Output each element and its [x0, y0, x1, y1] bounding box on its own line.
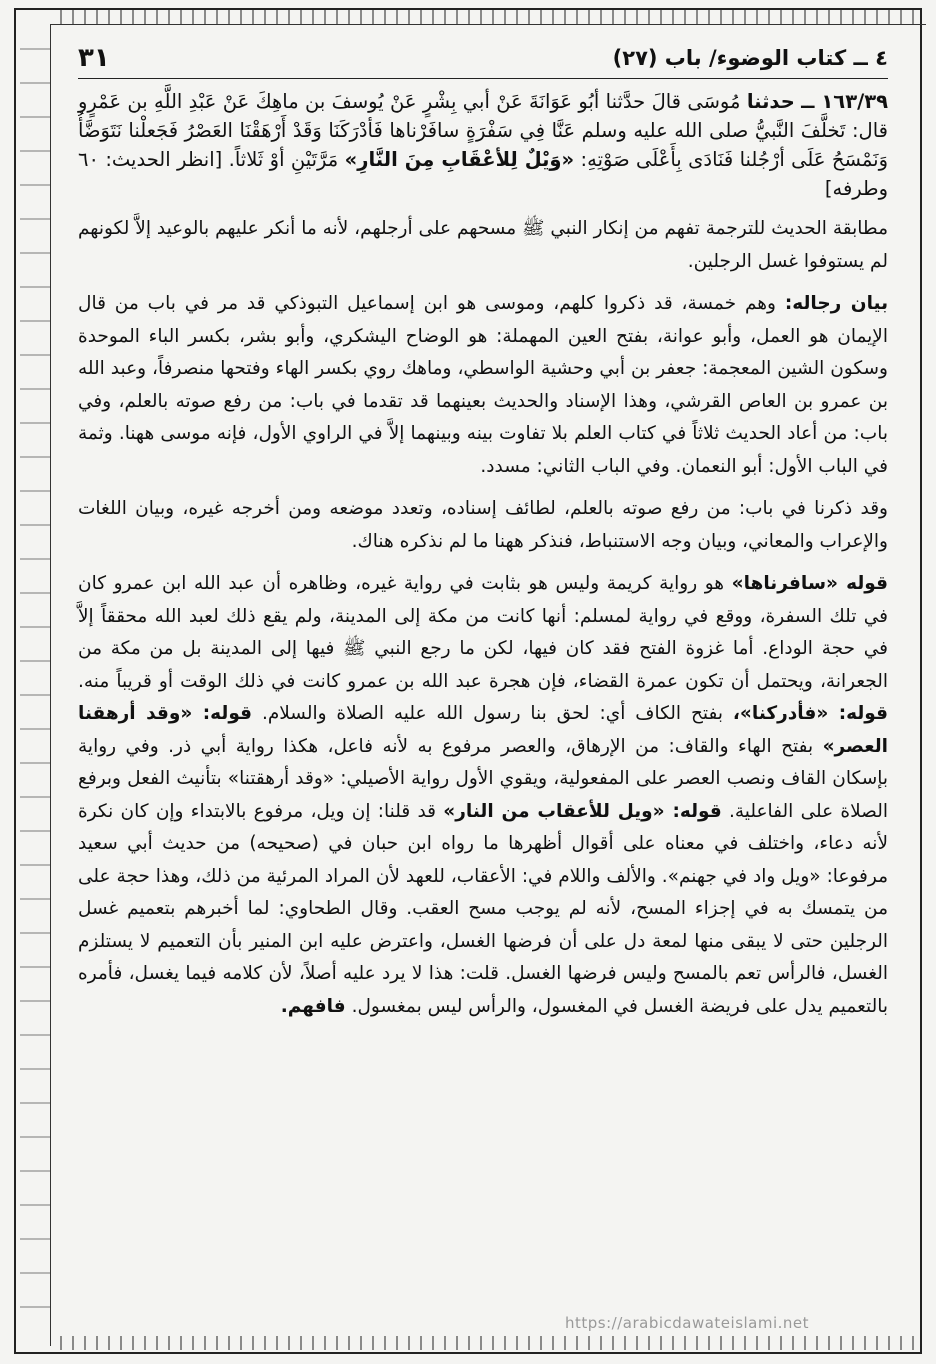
hadith-number: ١٦٣/٣٩ ــ	[801, 90, 889, 113]
page-number: ٣١	[78, 43, 110, 73]
paragraph-4-end: فافهم.	[280, 995, 346, 1017]
paragraph-4-lead-4: قوله: «ويل للأعقاب من النار»	[443, 800, 722, 822]
commentary-paragraph-2	[78, 288, 888, 483]
paragraph-4-part-c: بفتح الهاء والقاف: من الإرهاق، والعصر مرفوع به لأنه فاعل، هكذا رواية أبي ذر. وفي رواية بإسكان القاف ونصب العصر على المفعولية، ويقوي الأول رواية الأصيلي: «وقد أرهقتنا» بتأنيث الفعل وبرفع الصلاة على الفاعلية.	[78, 735, 888, 822]
commentary-paragraph-3: وقد ذكرنا في باب: من رفع صوته بالعلم، لطائف إسناده، وتعدد موضعه ومن أخرجه غيره، وبيان اللغات والإعراب والمعاني، وبيان وجه الاستنباط، فنذكر ههنا ما لم نذكره هناك.	[78, 498, 888, 552]
chapter-title: ٤ ــ كتاب الوضوء/ باب (٢٧)	[612, 46, 888, 70]
page-content	[78, 38, 888, 1328]
paragraph-4-lead-3: قوله: «وقد أرهقنا العصر»	[78, 703, 888, 757]
commentary-paragraph-4	[78, 568, 888, 1023]
hadith-lead: حدثنا	[746, 90, 795, 113]
hadith-text	[78, 87, 888, 203]
hadith-quote: «وَيْلٌ لِلأعْقَابِ مِنَ النَّارِ»	[344, 148, 575, 171]
bottom-ornament-border	[60, 1336, 916, 1350]
paragraph-4-lead-1: قوله «سافرناها»	[731, 573, 888, 594]
page-header	[78, 38, 888, 79]
paragraph-4-part-b: بفتح الكاف أي: لحق بنا رسول الله عليه الصلاة والسلام.	[261, 703, 723, 724]
watermark-url: https://arabicdawateislami.net	[565, 1314, 810, 1332]
paragraph-4-lead-2: قوله: «فأدركنا»،	[732, 703, 888, 724]
paragraph-4-part-a: هو رواية كريمة وليس هو بثابت في رواية غيره، وظاهره أن عبد الله ابن عمرو كان في تلك السفرة، ووقع في رواية لمسلم: أنها كانت من مكة إلى المدينة، ولم يقع ذلك لعبد الله محققاً إلاَّ في حجة الوداع. أما غزوة الفتح فقد كان فيها، لكن ما رجع النبي ﷺ فيها إلى المدينة بل من مكة من الجعرانة، ويحتمل أن تكون عمرة القضاء، فإن هجرة عبد الله بن عمرو كانت في ذلك الوقت أو قريباً منه.	[78, 573, 888, 692]
commentary-paragraph-1: مطابقة الحديث للترجمة تفهم من إنكار النبي ﷺ مسحهم على أرجلهم، لأنه ما أنكر عليهم بالوعيد إلاَّ لكونهم لم يستوفوا غسل الرجلين.	[78, 218, 888, 272]
paragraph-2-body: وهم خمسة، قد ذكروا كلهم، وموسى هو ابن إسماعيل التبوذكي قد مر في باب من قال الإيمان هو العمل، وأبو عوانة، بفتح العين المهملة: هو الوضاح اليشكري، وأبو بشر، بكسر الباء الموحدة وسكون الشين المعجمة: جعفر بن أبي وحشية الواسطي، وماهك روي بكسر الهاء وفتحها منصرفاً، وعبد الله بن عمرو بن العاص القرشي، وهذا الإسناد والحديث بعينهما قد تقدما في باب: من رفع صوته بالعلم، وفي باب: من أعاد الحديث ثلاثاً في كتاب العلم بلا تفاوت بينه وبينهما إلاَّ في الراوي الأول، فإنه موسى ههنا. وثمة في الباب الأول: أبو النعمان. وفي الباب الثاني: مسدد.	[78, 293, 888, 477]
hadith-tail: مَرَّتَيْنِ أوْ ثَلاثاً. [انظر الحديث: ٦٠ وطرفه]	[78, 148, 888, 200]
paragraph-2-lead: بيان رجاله:	[784, 293, 889, 314]
hadith-body: مُوسَى قالَ حدَّثنا أبُو عَوَانَةَ عَنْ أبي بِشْرٍ عَنْ يُوسفَ بن ماهِكَ عَنْ عَبْدِ اللَّهِ بن عَمْرٍو قال: تَخلَّفَ النَّبيُّ صلى الله عليه وسلم عَنَّا فِي سَفْرَةٍ سافَرْناها فَأدْرَكَنَا وَقَدْ أَرْهَقْنَا العَصْرُ فَجَعلْنا نَتَوَضَّأُ وَنَمْسَحُ عَلَى أرْجُلنا فَنَادَى بِأَعْلَى صَوْتِهِ:	[78, 90, 888, 171]
paragraph-4-part-d: قد قلنا: إن ويل، مرفوع بالابتداء وإن كان نكرة لأنه دعاء، واختلف في معناه على أقوال أظهرها ما رواه ابن حبان في (صحيحه) من حديث أبي سعيد مرفوعا: «ويل واد في جهنم». والألف واللام في: الأعقاب، للعهد لأن المراد المرئية من ذلك، وهذا حجة على من يتمسك به في إجزاء المسح، لأنه لم يوجب مسح العقب. وقال الطحاوي: لما أخبرهم بتعميم غسل الرجلين حتى لا يبقى منها لمعة دل على أن فرضها الغسل، واعترض عليه ابن المنير بأن التعميم لا يستلزم الغسل، فالرأس تعم بالمسح وليس فرضها الغسل. قلت: هذا لا يرد عليه أصلاً، لأن كلامه فيما يغسل، فأمره بالتعميم يدل على فريضة الغسل في المغسول، والرأس ليس بمغسول.	[78, 800, 888, 1017]
